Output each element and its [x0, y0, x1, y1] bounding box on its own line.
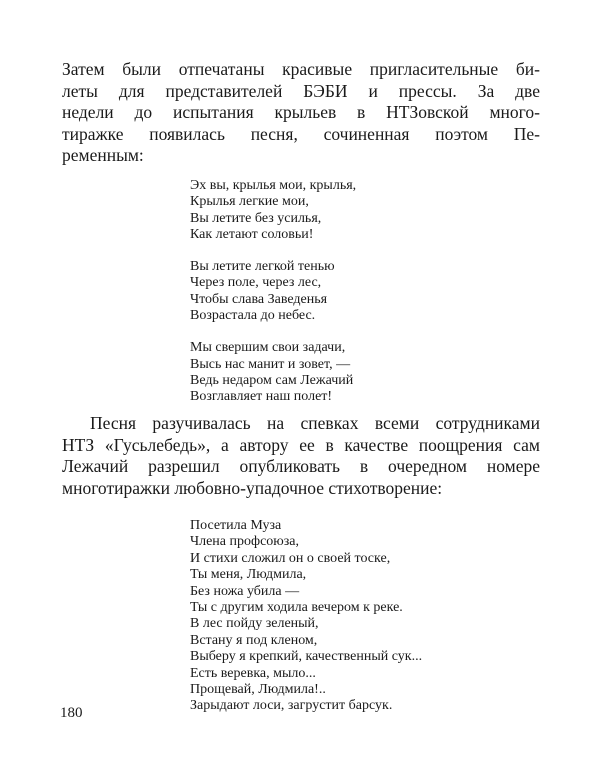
poem-stanza — [190, 178, 356, 243]
verse-line: Есть веревка, мыло... — [190, 665, 316, 681]
text-line: ременным: — [62, 145, 144, 165]
verse-line: Мы свершим свои задачи, — [190, 340, 346, 356]
verse-line: В лес пойду зеленый, — [190, 616, 319, 632]
paragraph-song-rehearsal — [62, 413, 540, 499]
text-line: Затем были отпечатаны красивые пригласительные би- — [62, 59, 540, 79]
verse-line: Возглавляет наш полет! — [190, 389, 333, 405]
poem-wings-song — [190, 178, 356, 406]
verse-line: Ты с другим ходила вечером к реке. — [190, 600, 403, 616]
verse-line: Вы летите без усилья, — [190, 210, 322, 226]
verse-line: Зарыдают лоси, загрустит барсук. — [190, 698, 393, 714]
verse-line: Высь нас манит и зовет, — — [190, 356, 351, 372]
verse-line: Без ножа убила — — [190, 583, 300, 599]
verse-line: Как летают соловьи! — [190, 226, 314, 242]
text-line: тиражке появилась песня, сочиненная поэтом Пе- — [62, 123, 540, 144]
text-line: леты для представителей БЭБИ и прессы. За две — [62, 80, 540, 101]
text-line: недели до испытания крыльев в НТЗовской много- — [62, 102, 540, 122]
verse-line: Выберу я крепкий, качественный сук... — [190, 649, 423, 665]
verse-line: Вы летите легкой тенью — [190, 259, 335, 275]
text-line: НТЗ «Гусьлебедь», а автору ее в качестве поощрения сам — [62, 434, 540, 455]
verse-line: Ведь недаром сам Лежачий — [190, 372, 354, 388]
text-line: Песня разучивалась на спевках всеми сотрудниками — [90, 413, 540, 433]
text-line: Лежачий разрешил опубликовать в очередном номере — [62, 456, 540, 476]
verse-line: Через поле, через лес, — [190, 275, 322, 291]
poem-muse — [190, 518, 422, 715]
verse-line: Прощевай, Людмила!.. — [190, 682, 326, 698]
verse-line: Посетила Муза — [190, 518, 282, 533]
verse-line: Возрастала до небес. — [190, 308, 316, 324]
poem-stanza — [190, 340, 356, 405]
verse-line: Члена профсоюза, — [190, 534, 299, 550]
verse-line: И стихи сложил он о своей тоске, — [190, 550, 391, 566]
page-number: 180 — [60, 705, 83, 721]
verse-line: Ты меня, Людмила, — [190, 567, 307, 583]
poem-stanza — [190, 259, 356, 324]
verse-line: Крылья легкие мои, — [190, 194, 309, 210]
paragraph-intro — [62, 59, 540, 167]
verse-line: Чтобы слава Заведенья — [190, 291, 328, 307]
text-line: многотиражки любовно-упадочное стихотворение: — [62, 477, 443, 498]
verse-line: Встану я под кленом, — [190, 632, 318, 648]
verse-line: Эх вы, крылья мои, крылья, — [190, 178, 357, 193]
